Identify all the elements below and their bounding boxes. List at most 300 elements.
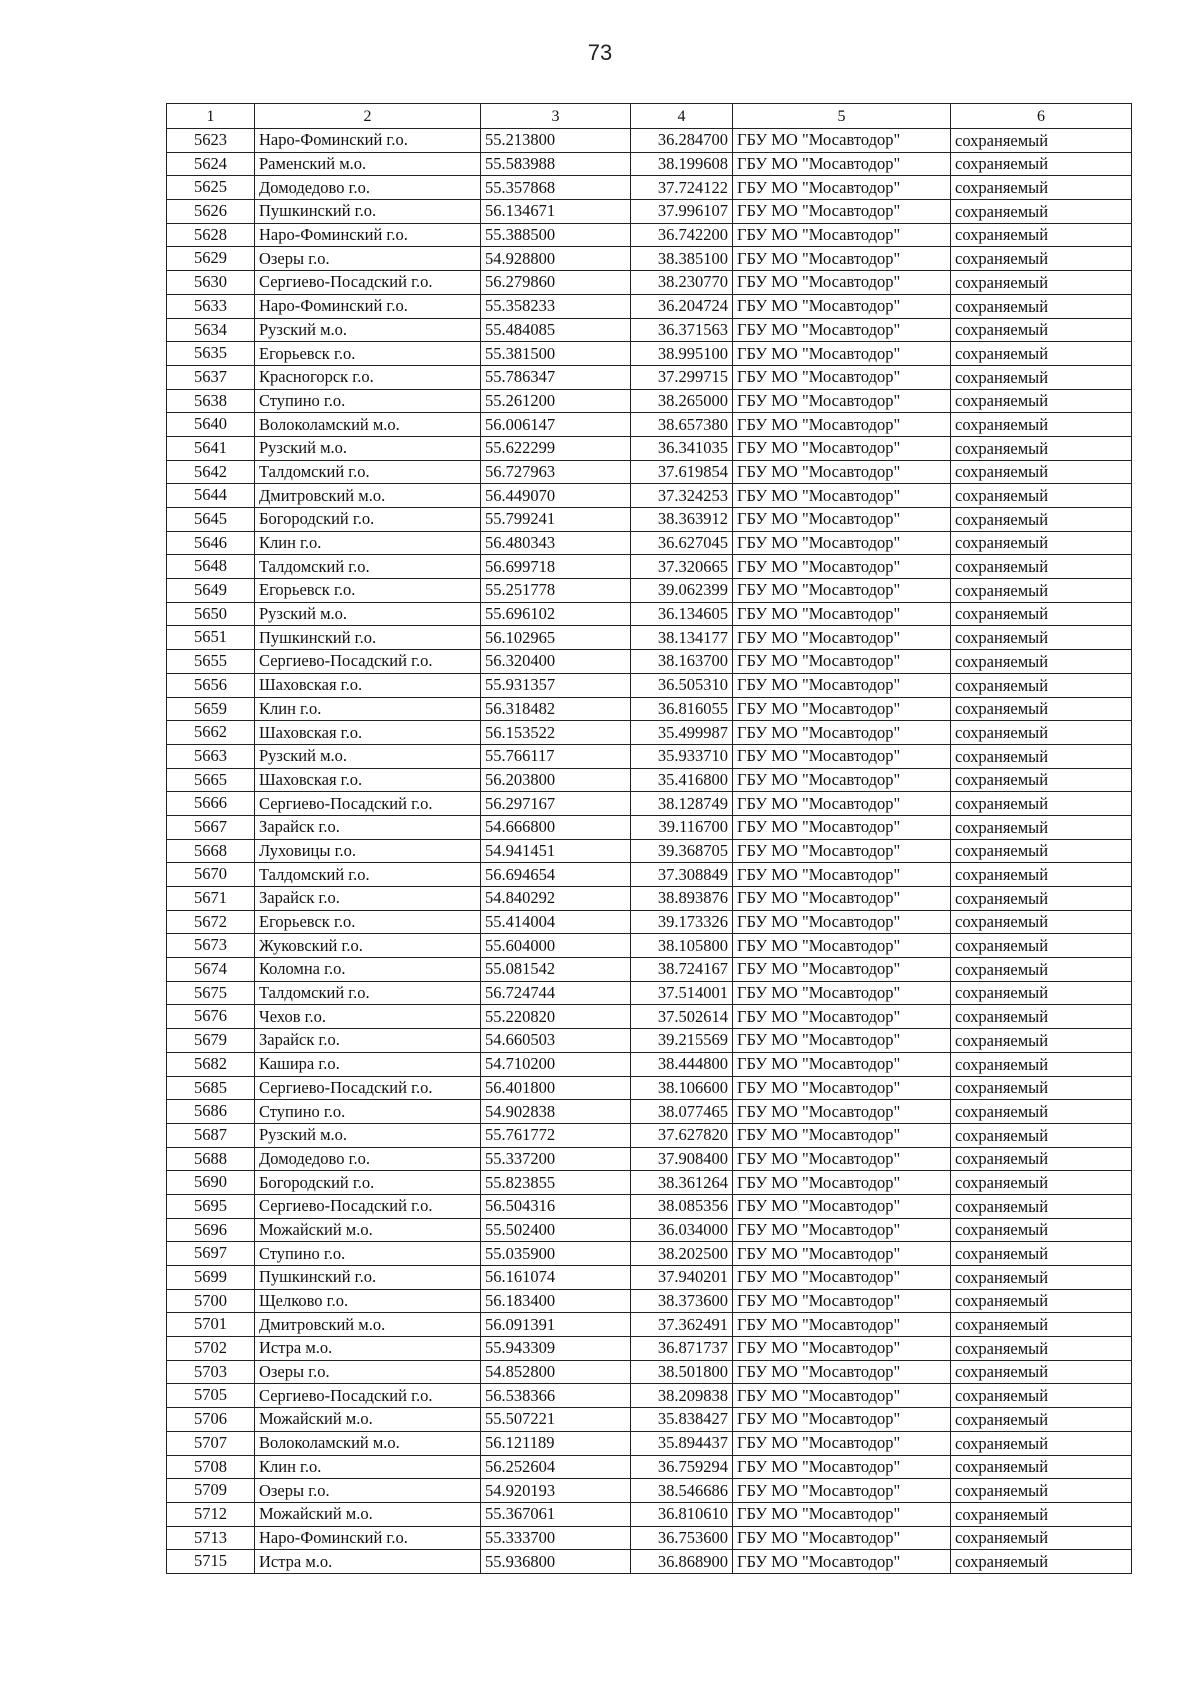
longitude-cell: 38.106600 bbox=[631, 1076, 733, 1100]
table-body bbox=[167, 129, 1132, 1574]
district-cell: Сергиево-Посадский г.о. bbox=[255, 1384, 481, 1408]
latitude-cell: 55.333700 bbox=[481, 1526, 631, 1550]
row-number-cell: 5623 bbox=[167, 129, 255, 153]
table-row bbox=[167, 673, 1132, 697]
latitude-cell: 56.694654 bbox=[481, 863, 631, 887]
row-number-cell: 5630 bbox=[167, 271, 255, 295]
row-number-cell: 5715 bbox=[167, 1550, 255, 1574]
longitude-cell: 38.209838 bbox=[631, 1384, 733, 1408]
latitude-cell: 56.320400 bbox=[481, 650, 631, 674]
table-row bbox=[167, 1479, 1132, 1503]
organization-cell: ГБУ МО "Мосавтодор" bbox=[733, 1147, 951, 1171]
latitude-cell: 55.766117 bbox=[481, 744, 631, 768]
longitude-cell: 36.871737 bbox=[631, 1337, 733, 1361]
longitude-cell: 35.933710 bbox=[631, 744, 733, 768]
latitude-cell: 54.840292 bbox=[481, 887, 631, 911]
row-number-cell: 5682 bbox=[167, 1052, 255, 1076]
table-row bbox=[167, 1431, 1132, 1455]
table-row bbox=[167, 1550, 1132, 1574]
district-cell: Егорьевск г.о. bbox=[255, 579, 481, 603]
table-row bbox=[167, 1005, 1132, 1029]
longitude-cell: 38.199608 bbox=[631, 152, 733, 176]
status-cell: сохраняемый bbox=[951, 815, 1132, 839]
row-number-cell: 5644 bbox=[167, 484, 255, 508]
latitude-cell: 54.710200 bbox=[481, 1052, 631, 1076]
status-cell: сохраняемый bbox=[951, 176, 1132, 200]
district-cell: Истра м.о. bbox=[255, 1337, 481, 1361]
table-row bbox=[167, 271, 1132, 295]
row-number-cell: 5686 bbox=[167, 1100, 255, 1124]
table-row bbox=[167, 981, 1132, 1005]
status-cell: сохраняемый bbox=[951, 1100, 1132, 1124]
table-row bbox=[167, 413, 1132, 437]
organization-cell: ГБУ МО "Мосавтодор" bbox=[733, 958, 951, 982]
district-cell: Ступино г.о. bbox=[255, 389, 481, 413]
organization-cell: ГБУ МО "Мосавтодор" bbox=[733, 673, 951, 697]
table-row bbox=[167, 531, 1132, 555]
table-row bbox=[167, 1360, 1132, 1384]
organization-cell: ГБУ МО "Мосавтодор" bbox=[733, 863, 951, 887]
district-cell: Рузский м.о. bbox=[255, 1123, 481, 1147]
longitude-cell: 37.996107 bbox=[631, 200, 733, 224]
district-cell: Талдомский г.о. bbox=[255, 981, 481, 1005]
longitude-cell: 38.163700 bbox=[631, 650, 733, 674]
longitude-cell: 38.373600 bbox=[631, 1289, 733, 1313]
row-number-cell: 5685 bbox=[167, 1076, 255, 1100]
status-cell: сохраняемый bbox=[951, 958, 1132, 982]
column-header-4: 4 bbox=[631, 104, 733, 129]
longitude-cell: 37.324253 bbox=[631, 484, 733, 508]
table-row bbox=[167, 887, 1132, 911]
status-cell: сохраняемый bbox=[951, 1337, 1132, 1361]
longitude-cell: 36.204724 bbox=[631, 294, 733, 318]
status-cell: сохраняемый bbox=[951, 247, 1132, 271]
table-row bbox=[167, 342, 1132, 366]
organization-cell: ГБУ МО "Мосавтодор" bbox=[733, 579, 951, 603]
status-cell: сохраняемый bbox=[951, 1479, 1132, 1503]
latitude-cell: 56.134671 bbox=[481, 200, 631, 224]
status-cell: сохраняемый bbox=[951, 934, 1132, 958]
organization-cell: ГБУ МО "Мосавтодор" bbox=[733, 1431, 951, 1455]
longitude-cell: 36.134605 bbox=[631, 602, 733, 626]
latitude-cell: 55.388500 bbox=[481, 223, 631, 247]
row-number-cell: 5634 bbox=[167, 318, 255, 342]
district-cell: Истра м.о. bbox=[255, 1550, 481, 1574]
longitude-cell: 36.810610 bbox=[631, 1502, 733, 1526]
longitude-cell: 36.341035 bbox=[631, 436, 733, 460]
district-cell: Можайский м.о. bbox=[255, 1218, 481, 1242]
longitude-cell: 38.724167 bbox=[631, 958, 733, 982]
longitude-cell: 37.514001 bbox=[631, 981, 733, 1005]
row-number-cell: 5671 bbox=[167, 887, 255, 911]
row-number-cell: 5626 bbox=[167, 200, 255, 224]
table-row bbox=[167, 1266, 1132, 1290]
district-cell: Можайский м.о. bbox=[255, 1408, 481, 1432]
district-cell: Домодедово г.о. bbox=[255, 1147, 481, 1171]
table-row bbox=[167, 863, 1132, 887]
district-cell: Рузский м.о. bbox=[255, 602, 481, 626]
district-cell: Зарайск г.о. bbox=[255, 887, 481, 911]
latitude-cell: 55.507221 bbox=[481, 1408, 631, 1432]
organization-cell: ГБУ МО "Мосавтодор" bbox=[733, 1337, 951, 1361]
organization-cell: ГБУ МО "Мосавтодор" bbox=[733, 1218, 951, 1242]
status-cell: сохраняемый bbox=[951, 555, 1132, 579]
latitude-cell: 55.414004 bbox=[481, 910, 631, 934]
organization-cell: ГБУ МО "Мосавтодор" bbox=[733, 1526, 951, 1550]
organization-cell: ГБУ МО "Мосавтодор" bbox=[733, 1408, 951, 1432]
district-cell: Можайский м.о. bbox=[255, 1502, 481, 1526]
table-row bbox=[167, 1029, 1132, 1053]
longitude-cell: 38.385100 bbox=[631, 247, 733, 271]
latitude-cell: 56.279860 bbox=[481, 271, 631, 295]
district-cell: Пушкинский г.о. bbox=[255, 1266, 481, 1290]
district-cell: Шаховская г.о. bbox=[255, 768, 481, 792]
organization-cell: ГБУ МО "Мосавтодор" bbox=[733, 1455, 951, 1479]
district-cell: Наро-Фоминский г.о. bbox=[255, 1526, 481, 1550]
district-cell: Раменский м.о. bbox=[255, 152, 481, 176]
status-cell: сохраняемый bbox=[951, 223, 1132, 247]
latitude-cell: 55.357868 bbox=[481, 176, 631, 200]
organization-cell: ГБУ МО "Мосавтодор" bbox=[733, 436, 951, 460]
district-cell: Ступино г.о. bbox=[255, 1242, 481, 1266]
longitude-cell: 36.371563 bbox=[631, 318, 733, 342]
latitude-cell: 55.358233 bbox=[481, 294, 631, 318]
table-row bbox=[167, 744, 1132, 768]
district-cell: Наро-Фоминский г.о. bbox=[255, 223, 481, 247]
longitude-cell: 36.816055 bbox=[631, 697, 733, 721]
district-cell: Егорьевск г.о. bbox=[255, 342, 481, 366]
latitude-cell: 55.943309 bbox=[481, 1337, 631, 1361]
latitude-cell: 56.297167 bbox=[481, 792, 631, 816]
longitude-cell: 38.128749 bbox=[631, 792, 733, 816]
table-row bbox=[167, 602, 1132, 626]
longitude-cell: 37.308849 bbox=[631, 863, 733, 887]
longitude-cell: 38.995100 bbox=[631, 342, 733, 366]
status-cell: сохраняемый bbox=[951, 1455, 1132, 1479]
latitude-cell: 55.799241 bbox=[481, 508, 631, 532]
organization-cell: ГБУ МО "Мосавтодор" bbox=[733, 721, 951, 745]
status-cell: сохраняемый bbox=[951, 1123, 1132, 1147]
organization-cell: ГБУ МО "Мосавтодор" bbox=[733, 247, 951, 271]
latitude-cell: 56.252604 bbox=[481, 1455, 631, 1479]
row-number-cell: 5659 bbox=[167, 697, 255, 721]
table-row bbox=[167, 1076, 1132, 1100]
district-cell: Сергиево-Посадский г.о. bbox=[255, 650, 481, 674]
district-cell: Ступино г.о. bbox=[255, 1100, 481, 1124]
organization-cell: ГБУ МО "Мосавтодор" bbox=[733, 342, 951, 366]
status-cell: сохраняемый bbox=[951, 1502, 1132, 1526]
organization-cell: ГБУ МО "Мосавтодор" bbox=[733, 1052, 951, 1076]
table-row bbox=[167, 152, 1132, 176]
registry-table bbox=[166, 103, 1132, 1574]
status-cell: сохраняемый bbox=[951, 413, 1132, 437]
organization-cell: ГБУ МО "Мосавтодор" bbox=[733, 531, 951, 555]
longitude-cell: 39.368705 bbox=[631, 839, 733, 863]
organization-cell: ГБУ МО "Мосавтодор" bbox=[733, 176, 951, 200]
longitude-cell: 35.838427 bbox=[631, 1408, 733, 1432]
organization-cell: ГБУ МО "Мосавтодор" bbox=[733, 389, 951, 413]
district-cell: Талдомский г.о. bbox=[255, 863, 481, 887]
row-number-cell: 5699 bbox=[167, 1266, 255, 1290]
row-number-cell: 5624 bbox=[167, 152, 255, 176]
longitude-cell: 35.894437 bbox=[631, 1431, 733, 1455]
row-number-cell: 5625 bbox=[167, 176, 255, 200]
organization-cell: ГБУ МО "Мосавтодор" bbox=[733, 1289, 951, 1313]
table-row bbox=[167, 223, 1132, 247]
status-cell: сохраняемый bbox=[951, 484, 1132, 508]
table-row bbox=[167, 1502, 1132, 1526]
organization-cell: ГБУ МО "Мосавтодор" bbox=[733, 223, 951, 247]
column-header-5: 5 bbox=[733, 104, 951, 129]
row-number-cell: 5674 bbox=[167, 958, 255, 982]
latitude-cell: 55.367061 bbox=[481, 1502, 631, 1526]
table-row bbox=[167, 460, 1132, 484]
row-number-cell: 5672 bbox=[167, 910, 255, 934]
organization-cell: ГБУ МО "Мосавтодор" bbox=[733, 815, 951, 839]
latitude-cell: 55.696102 bbox=[481, 602, 631, 626]
status-cell: сохраняемый bbox=[951, 602, 1132, 626]
organization-cell: ГБУ МО "Мосавтодор" bbox=[733, 200, 951, 224]
status-cell: сохраняемый bbox=[951, 863, 1132, 887]
longitude-cell: 35.416800 bbox=[631, 768, 733, 792]
longitude-cell: 38.657380 bbox=[631, 413, 733, 437]
longitude-cell: 37.299715 bbox=[631, 365, 733, 389]
table-row bbox=[167, 697, 1132, 721]
latitude-cell: 56.727963 bbox=[481, 460, 631, 484]
organization-cell: ГБУ МО "Мосавтодор" bbox=[733, 1479, 951, 1503]
latitude-cell: 55.786347 bbox=[481, 365, 631, 389]
row-number-cell: 5640 bbox=[167, 413, 255, 437]
table-row bbox=[167, 910, 1132, 934]
status-cell: сохраняемый bbox=[951, 721, 1132, 745]
table-row bbox=[167, 1408, 1132, 1432]
district-cell: Клин г.о. bbox=[255, 531, 481, 555]
status-cell: сохраняемый bbox=[951, 318, 1132, 342]
status-cell: сохраняемый bbox=[951, 1360, 1132, 1384]
row-number-cell: 5670 bbox=[167, 863, 255, 887]
district-cell: Сергиево-Посадский г.о. bbox=[255, 1076, 481, 1100]
table-row bbox=[167, 129, 1132, 153]
longitude-cell: 39.062399 bbox=[631, 579, 733, 603]
status-cell: сохраняемый bbox=[951, 744, 1132, 768]
district-cell: Пушкинский г.о. bbox=[255, 200, 481, 224]
organization-cell: ГБУ МО "Мосавтодор" bbox=[733, 981, 951, 1005]
longitude-cell: 37.619854 bbox=[631, 460, 733, 484]
row-number-cell: 5633 bbox=[167, 294, 255, 318]
longitude-cell: 38.230770 bbox=[631, 271, 733, 295]
organization-cell: ГБУ МО "Мосавтодор" bbox=[733, 744, 951, 768]
row-number-cell: 5700 bbox=[167, 1289, 255, 1313]
longitude-cell: 36.284700 bbox=[631, 129, 733, 153]
status-cell: сохраняемый bbox=[951, 1313, 1132, 1337]
status-cell: сохраняемый bbox=[951, 1076, 1132, 1100]
latitude-cell: 54.852800 bbox=[481, 1360, 631, 1384]
status-cell: сохраняемый bbox=[951, 1218, 1132, 1242]
organization-cell: ГБУ МО "Мосавтодор" bbox=[733, 697, 951, 721]
latitude-cell: 56.183400 bbox=[481, 1289, 631, 1313]
organization-cell: ГБУ МО "Мосавтодор" bbox=[733, 1194, 951, 1218]
table-row bbox=[167, 792, 1132, 816]
latitude-cell: 55.213800 bbox=[481, 129, 631, 153]
organization-cell: ГБУ МО "Мосавтодор" bbox=[733, 792, 951, 816]
organization-cell: ГБУ МО "Мосавтодор" bbox=[733, 768, 951, 792]
district-cell: Дмитровский м.о. bbox=[255, 484, 481, 508]
latitude-cell: 55.261200 bbox=[481, 389, 631, 413]
status-cell: сохраняемый bbox=[951, 1526, 1132, 1550]
status-cell: сохраняемый bbox=[951, 1029, 1132, 1053]
table-row bbox=[167, 1242, 1132, 1266]
longitude-cell: 38.363912 bbox=[631, 508, 733, 532]
latitude-cell: 55.936800 bbox=[481, 1550, 631, 1574]
longitude-cell: 36.505310 bbox=[631, 673, 733, 697]
district-cell: Озеры г.о. bbox=[255, 1360, 481, 1384]
latitude-cell: 56.203800 bbox=[481, 768, 631, 792]
district-cell: Наро-Фоминский г.о. bbox=[255, 294, 481, 318]
latitude-cell: 56.449070 bbox=[481, 484, 631, 508]
latitude-cell: 55.251778 bbox=[481, 579, 631, 603]
longitude-cell: 38.501800 bbox=[631, 1360, 733, 1384]
district-cell: Рузский м.о. bbox=[255, 318, 481, 342]
row-number-cell: 5663 bbox=[167, 744, 255, 768]
district-cell: Рузский м.о. bbox=[255, 744, 481, 768]
latitude-cell: 54.920193 bbox=[481, 1479, 631, 1503]
organization-cell: ГБУ МО "Мосавтодор" bbox=[733, 508, 951, 532]
longitude-cell: 38.444800 bbox=[631, 1052, 733, 1076]
latitude-cell: 55.220820 bbox=[481, 1005, 631, 1029]
district-cell: Рузский м.о. bbox=[255, 436, 481, 460]
district-cell: Луховицы г.о. bbox=[255, 839, 481, 863]
table-row bbox=[167, 484, 1132, 508]
longitude-cell: 39.116700 bbox=[631, 815, 733, 839]
table-row bbox=[167, 650, 1132, 674]
row-number-cell: 5687 bbox=[167, 1123, 255, 1147]
latitude-cell: 56.724744 bbox=[481, 981, 631, 1005]
status-cell: сохраняемый bbox=[951, 1052, 1132, 1076]
status-cell: сохраняемый bbox=[951, 650, 1132, 674]
organization-cell: ГБУ МО "Мосавтодор" bbox=[733, 1313, 951, 1337]
table-row bbox=[167, 1100, 1132, 1124]
row-number-cell: 5702 bbox=[167, 1337, 255, 1361]
status-cell: сохраняемый bbox=[951, 1431, 1132, 1455]
status-cell: сохраняемый bbox=[951, 1550, 1132, 1574]
organization-cell: ГБУ МО "Мосавтодор" bbox=[733, 413, 951, 437]
table-row bbox=[167, 365, 1132, 389]
longitude-cell: 36.753600 bbox=[631, 1526, 733, 1550]
status-cell: сохраняемый bbox=[951, 271, 1132, 295]
row-number-cell: 5673 bbox=[167, 934, 255, 958]
organization-cell: ГБУ МО "Мосавтодор" bbox=[733, 484, 951, 508]
table-row bbox=[167, 1289, 1132, 1313]
longitude-cell: 38.546686 bbox=[631, 1479, 733, 1503]
latitude-cell: 55.604000 bbox=[481, 934, 631, 958]
status-cell: сохраняемый bbox=[951, 981, 1132, 1005]
organization-cell: ГБУ МО "Мосавтодор" bbox=[733, 318, 951, 342]
row-number-cell: 5713 bbox=[167, 1526, 255, 1550]
table-row bbox=[167, 176, 1132, 200]
district-cell: Сергиево-Посадский г.о. bbox=[255, 1194, 481, 1218]
status-cell: сохраняемый bbox=[951, 508, 1132, 532]
organization-cell: ГБУ МО "Мосавтодор" bbox=[733, 460, 951, 484]
organization-cell: ГБУ МО "Мосавтодор" bbox=[733, 626, 951, 650]
longitude-cell: 38.134177 bbox=[631, 626, 733, 650]
status-cell: сохраняемый bbox=[951, 579, 1132, 603]
latitude-cell: 56.006147 bbox=[481, 413, 631, 437]
district-cell: Клин г.о. bbox=[255, 1455, 481, 1479]
longitude-cell: 37.724122 bbox=[631, 176, 733, 200]
status-cell: сохраняемый bbox=[951, 887, 1132, 911]
longitude-cell: 38.202500 bbox=[631, 1242, 733, 1266]
district-cell: Коломна г.о. bbox=[255, 958, 481, 982]
column-header-1: 1 bbox=[167, 104, 255, 129]
table-row bbox=[167, 555, 1132, 579]
status-cell: сохраняемый bbox=[951, 1408, 1132, 1432]
organization-cell: ГБУ МО "Мосавтодор" bbox=[733, 839, 951, 863]
district-cell: Талдомский г.о. bbox=[255, 555, 481, 579]
status-cell: сохраняемый bbox=[951, 673, 1132, 697]
table-row bbox=[167, 389, 1132, 413]
organization-cell: ГБУ МО "Мосавтодор" bbox=[733, 555, 951, 579]
table-row bbox=[167, 1147, 1132, 1171]
latitude-cell: 55.081542 bbox=[481, 958, 631, 982]
organization-cell: ГБУ МО "Мосавтодор" bbox=[733, 1384, 951, 1408]
latitude-cell: 56.480343 bbox=[481, 531, 631, 555]
status-cell: сохраняемый bbox=[951, 436, 1132, 460]
longitude-cell: 38.265000 bbox=[631, 389, 733, 413]
latitude-cell: 56.538366 bbox=[481, 1384, 631, 1408]
row-number-cell: 5642 bbox=[167, 460, 255, 484]
row-number-cell: 5701 bbox=[167, 1313, 255, 1337]
table-row bbox=[167, 294, 1132, 318]
longitude-cell: 38.893876 bbox=[631, 887, 733, 911]
status-cell: сохраняемый bbox=[951, 1289, 1132, 1313]
organization-cell: ГБУ МО "Мосавтодор" bbox=[733, 1550, 951, 1574]
row-number-cell: 5708 bbox=[167, 1455, 255, 1479]
latitude-cell: 54.660503 bbox=[481, 1029, 631, 1053]
longitude-cell: 36.034000 bbox=[631, 1218, 733, 1242]
latitude-cell: 55.337200 bbox=[481, 1147, 631, 1171]
table-row bbox=[167, 1337, 1132, 1361]
latitude-cell: 54.666800 bbox=[481, 815, 631, 839]
district-cell: Кашира г.о. bbox=[255, 1052, 481, 1076]
latitude-cell: 56.504316 bbox=[481, 1194, 631, 1218]
district-cell: Жуковский г.о. bbox=[255, 934, 481, 958]
district-cell: Озеры г.о. bbox=[255, 1479, 481, 1503]
district-cell: Волоколамский м.о. bbox=[255, 413, 481, 437]
row-number-cell: 5712 bbox=[167, 1502, 255, 1526]
latitude-cell: 54.928800 bbox=[481, 247, 631, 271]
district-cell: Зарайск г.о. bbox=[255, 815, 481, 839]
table-row bbox=[167, 436, 1132, 460]
row-number-cell: 5655 bbox=[167, 650, 255, 674]
district-cell: Егорьевск г.о. bbox=[255, 910, 481, 934]
status-cell: сохраняемый bbox=[951, 1171, 1132, 1195]
status-cell: сохраняемый bbox=[951, 389, 1132, 413]
longitude-cell: 38.077465 bbox=[631, 1100, 733, 1124]
organization-cell: ГБУ МО "Мосавтодор" bbox=[733, 365, 951, 389]
latitude-cell: 55.484085 bbox=[481, 318, 631, 342]
status-cell: сохраняемый bbox=[951, 294, 1132, 318]
longitude-cell: 38.085356 bbox=[631, 1194, 733, 1218]
organization-cell: ГБУ МО "Мосавтодор" bbox=[733, 1266, 951, 1290]
organization-cell: ГБУ МО "Мосавтодор" bbox=[733, 1502, 951, 1526]
organization-cell: ГБУ МО "Мосавтодор" bbox=[733, 1005, 951, 1029]
status-cell: сохраняемый bbox=[951, 1147, 1132, 1171]
longitude-cell: 37.320665 bbox=[631, 555, 733, 579]
status-cell: сохраняемый bbox=[951, 1194, 1132, 1218]
table-row bbox=[167, 958, 1132, 982]
longitude-cell: 36.759294 bbox=[631, 1455, 733, 1479]
longitude-cell: 37.627820 bbox=[631, 1123, 733, 1147]
